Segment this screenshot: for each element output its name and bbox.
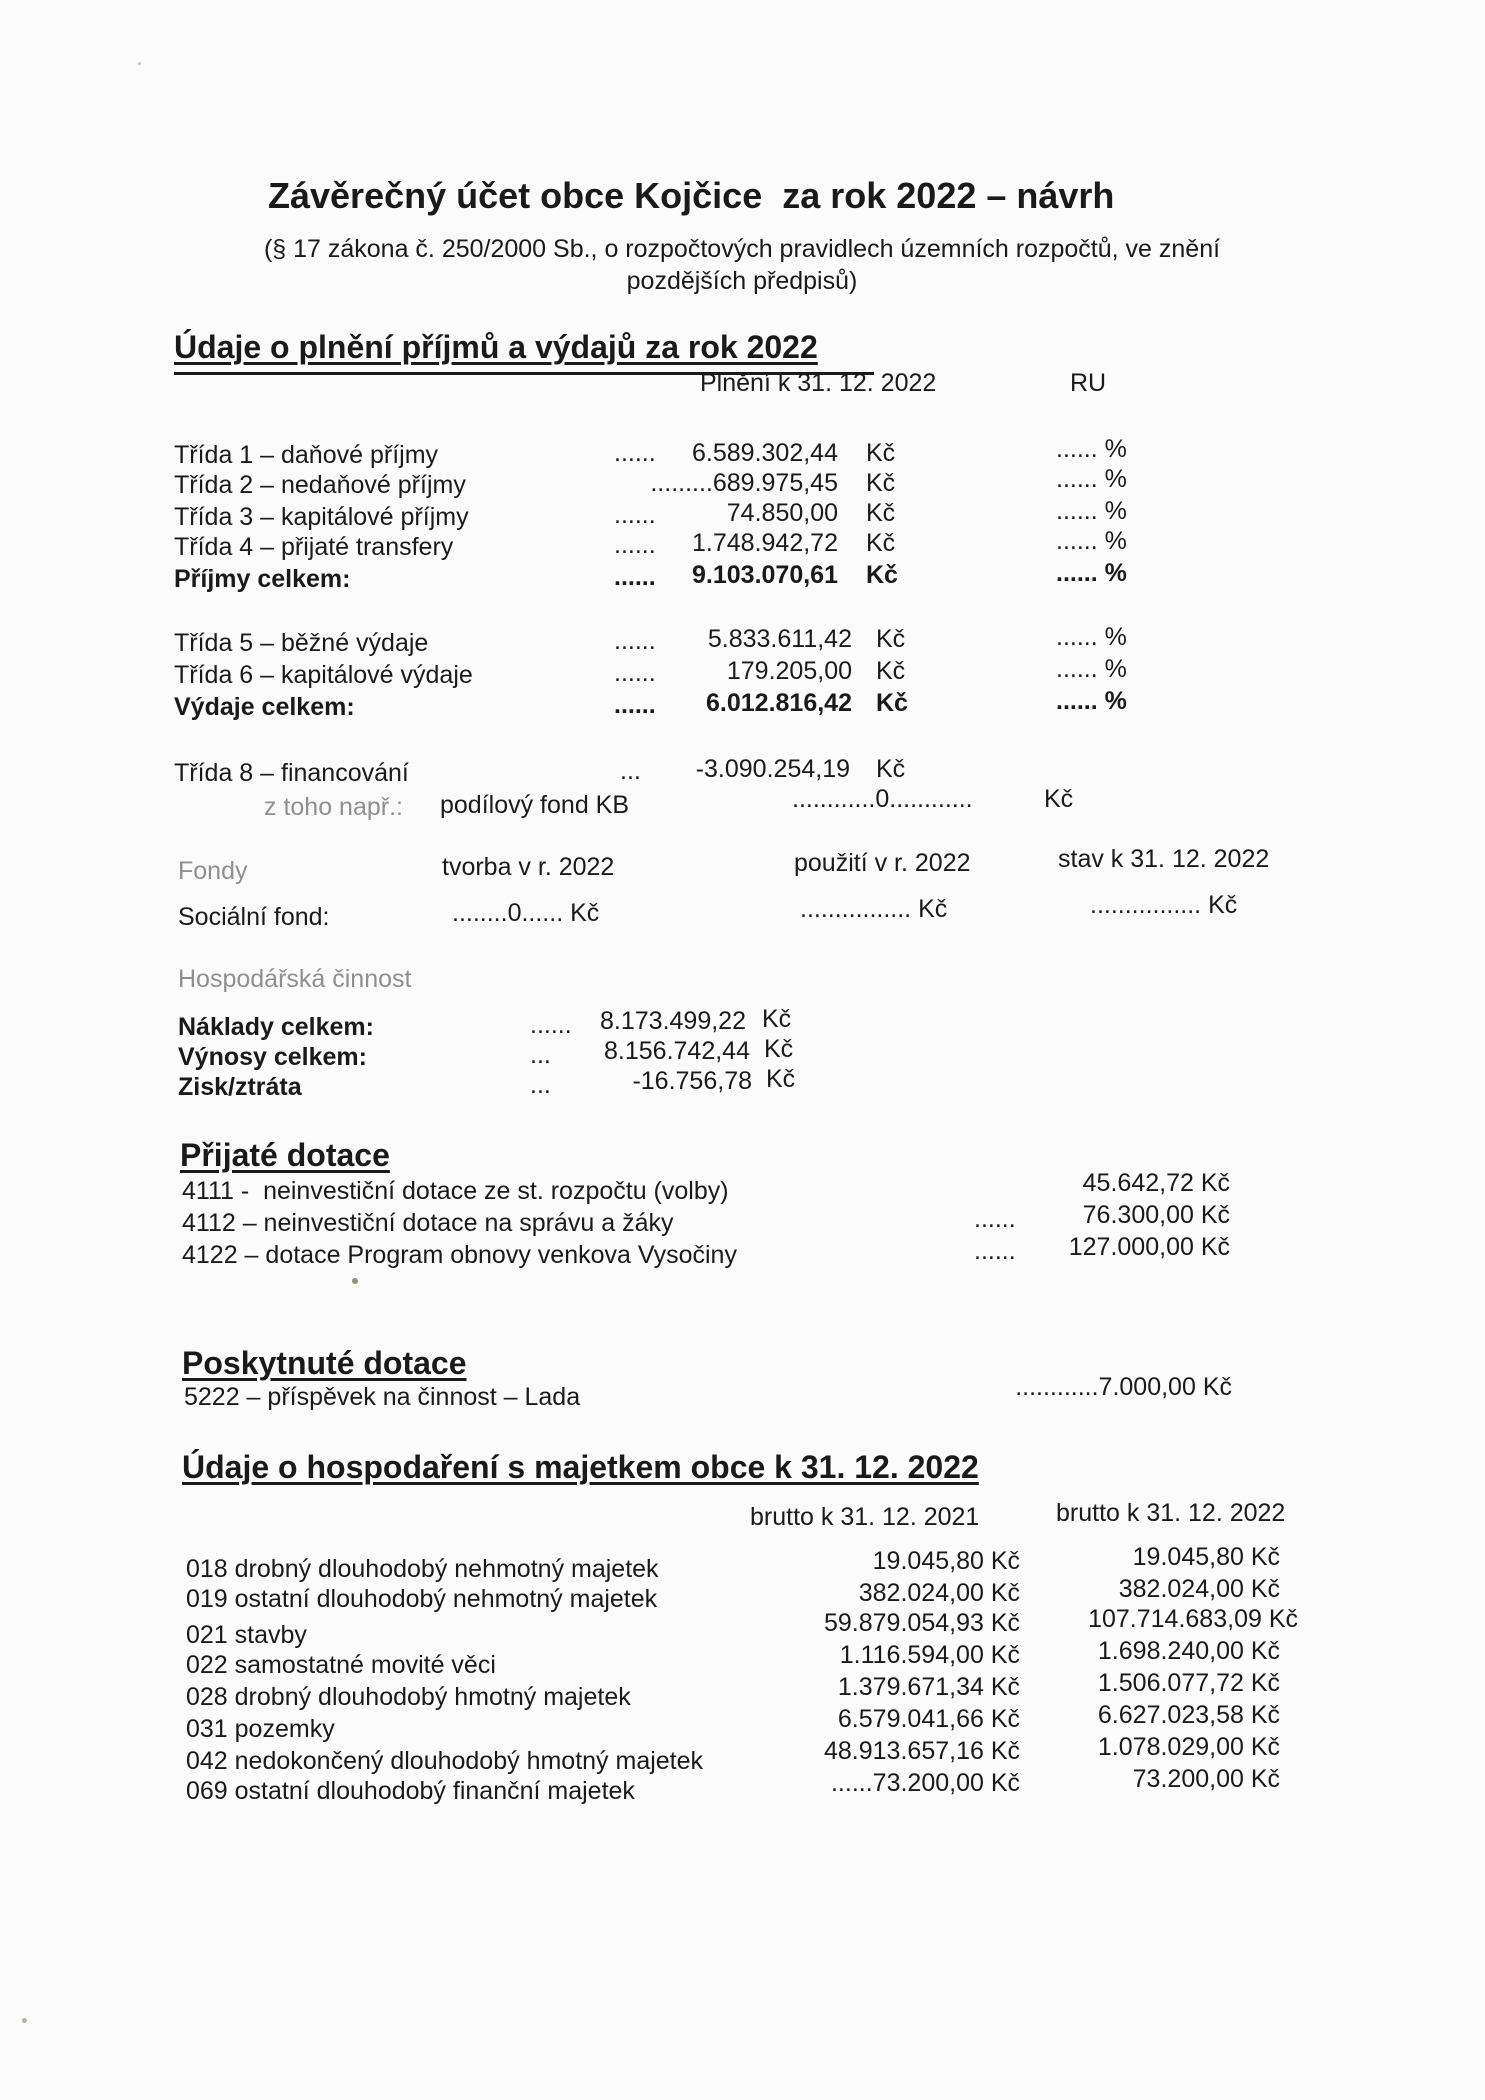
row-value-2021: 1.116.594,00 Kč (839, 1641, 1020, 1669)
row-value-2021: 382.024,00 Kč (858, 1579, 1020, 1607)
scan-speck (352, 1278, 358, 1284)
row-label: Třída 6 – kapitálové výdaje (174, 661, 473, 689)
row-value: 8.173.499,22 (600, 1007, 746, 1035)
row-label: 4111 - neinvestiční dotace ze st. rozpočtu (volby) (182, 1177, 729, 1205)
row-percent: ...... % (1056, 465, 1127, 493)
row-dots: ...... (614, 627, 656, 655)
page-title: Závěrečný účet obce Kojčice za rok 2022 – návrh (268, 175, 1115, 216)
row-value-2021: 6.579.041,66 Kč (837, 1705, 1020, 1733)
row-dots: ...... (614, 439, 656, 467)
row-percent: ...... % (1056, 623, 1127, 651)
row-label: Třída 3 – kapitálové příjmy (174, 503, 469, 531)
row-value: 8.156.742,44 (604, 1037, 750, 1065)
row-dots: ...... (614, 531, 656, 559)
ztoho-unit: Kč (1044, 785, 1074, 813)
row-label: 028 drobný dlouhodobý hmotný majetek (186, 1683, 631, 1711)
row-unit: Kč (876, 625, 906, 653)
row-value-2022: 382.024,00 Kč (1118, 1575, 1280, 1603)
poskytnute-row-value: ............7.000,00 Kč (1015, 1373, 1232, 1401)
row-label: Výnosy celkem: (178, 1043, 367, 1071)
poskytnute-dotace-heading: Poskytnuté dotace (182, 1345, 467, 1381)
row-label: 069 ostatní dlouhodobý finanční majetek (186, 1777, 635, 1805)
row-percent: ...... % (1056, 435, 1127, 463)
fondy-col-tvorba: tvorba v r. 2022 (442, 853, 615, 881)
row-label: 4122 – dotace Program obnovy venkova Vysočiny (182, 1241, 737, 1269)
plneni-heading: Údaje o plnění příjmů a výdajů za rok 2022 (174, 329, 818, 365)
row-unit: Kč (876, 657, 906, 685)
row-unit: Kč (866, 529, 896, 557)
row-label: Třída 8 – financování (174, 759, 409, 787)
row-value-2022: 6.627.023,58 Kč (1097, 1701, 1280, 1729)
row-label: Třída 4 – přijaté transfery (174, 533, 454, 561)
majetek-col-2021: brutto k 31. 12. 2021 (750, 1503, 980, 1531)
row-dots: ...... (974, 1205, 1016, 1233)
row-percent: ...... % (1056, 497, 1127, 525)
majetek-col-2022: brutto k 31. 12. 2022 (1056, 1499, 1286, 1527)
row-unit: Kč (764, 1035, 794, 1063)
scan-speck (138, 62, 141, 65)
row-value: 6.589.302,44 (692, 439, 838, 467)
row-value: -16.756,78 (632, 1067, 752, 1095)
row-percent: ...... % (1056, 655, 1127, 683)
row-dots: ...... (530, 1011, 572, 1039)
row-dots: ...... (614, 691, 656, 719)
row-unit: Kč (762, 1005, 792, 1033)
row-value: 127.000,00 Kč (1068, 1233, 1230, 1261)
row-label: Třída 1 – daňové příjmy (174, 441, 439, 469)
row-label: Náklady celkem: (178, 1013, 374, 1041)
row-percent: ...... % (1056, 527, 1127, 555)
fondy-col-pouziti: použití v r. 2022 (794, 849, 971, 877)
row-value-2022: 19.045,80 Kč (1132, 1543, 1280, 1571)
row-value: 179.205,00 (726, 657, 852, 685)
row-label: 042 nedokončený dlouhodobý hmotný majetek (186, 1747, 704, 1775)
row-label: Příjmy celkem: (174, 565, 351, 593)
row-dots: ...... (614, 501, 656, 529)
row-value: 6.012.816,42 (706, 689, 852, 717)
plneni-column-header: Plnění k 31. 12. 2022 (700, 369, 937, 397)
socialni-fond-tvorba: ........0...... Kč (452, 899, 600, 927)
row-unit: Kč (876, 689, 908, 717)
subtitle-line-1: (§ 17 zákona č. 250/2000 Sb., o rozpočtových pravidlech územních rozpočtů, ve znění (263, 235, 1221, 263)
row-value-2021: 48.913.657,16 Kč (824, 1737, 1020, 1765)
row-percent: ...... % (1056, 687, 1127, 715)
row-dots: ...... (614, 563, 656, 591)
row-value-2022: 107.714.683,09 Kč (1088, 1605, 1298, 1633)
row-value: 1.748.942,72 (692, 529, 838, 557)
row-percent: ...... % (1056, 559, 1127, 587)
row-dots: ... (530, 1071, 551, 1099)
row-value-2022: 73.200,00 Kč (1132, 1765, 1280, 1793)
ztoho-name: podílový fond KB (440, 791, 630, 819)
row-unit: Kč (766, 1065, 796, 1093)
row-value-2022: 1.078.029,00 Kč (1097, 1733, 1280, 1761)
row-dots: ...... (614, 659, 656, 687)
row-label: Třída 5 – běžné výdaje (174, 629, 429, 657)
subtitle-line-2: pozdějších předpisů) (626, 267, 858, 295)
socialni-fond-pouziti: ................ Kč (800, 895, 948, 923)
fondy-label: Fondy (178, 857, 248, 885)
poskytnute-row-label: 5222 – příspěvek na činnost – Lada (184, 1383, 581, 1411)
row-value: 45.642,72 Kč (1082, 1169, 1230, 1197)
scan-speck (22, 2018, 27, 2023)
row-dots: ... (530, 1041, 551, 1069)
row-label: 4112 – neinvestiční dotace na správu a žáky (182, 1209, 674, 1237)
row-value-2021: 19.045,80 Kč (872, 1547, 1020, 1575)
row-label: 019 ostatní dlouhodobý nehmotný majetek (186, 1585, 658, 1613)
row-value: -3.090.254,19 (695, 755, 850, 783)
row-value: 76.300,00 Kč (1082, 1201, 1230, 1229)
row-value-2021: 59.879.054,93 Kč (824, 1609, 1020, 1637)
row-label: 031 pozemky (186, 1715, 335, 1743)
prijate-dotace-heading: Přijaté dotace (180, 1137, 390, 1173)
row-value: .........689.975,45 (650, 469, 838, 497)
row-value: 5.833.611,42 (707, 625, 852, 653)
row-unit: Kč (866, 469, 896, 497)
row-unit: Kč (866, 561, 898, 589)
row-label: 021 stavby (186, 1621, 307, 1649)
row-value: 9.103.070,61 (692, 561, 838, 589)
row-value-2021: ......73.200,00 Kč (830, 1769, 1020, 1797)
hospodarska-label: Hospodářská činnost (178, 965, 412, 993)
socialni-fond-stav: ................ Kč (1090, 891, 1238, 919)
ru-column-header: RU (1070, 369, 1107, 397)
row-label: 018 drobný dlouhodobý nehmotný majetek (186, 1555, 659, 1583)
row-dots: ...... (974, 1237, 1016, 1265)
row-label: Výdaje celkem: (174, 693, 355, 721)
ztoho-value: ............0............ (792, 785, 973, 813)
row-value: 74.850,00 (726, 499, 838, 527)
row-unit: Kč (876, 755, 906, 783)
row-value-2021: 1.379.671,34 Kč (837, 1673, 1020, 1701)
fondy-col-stav: stav k 31. 12. 2022 (1058, 845, 1270, 873)
ztoho-label: z toho např.: (264, 793, 403, 821)
row-value-2022: 1.506.077,72 Kč (1097, 1669, 1280, 1697)
socialni-fond-label: Sociální fond: (178, 903, 330, 931)
row-label: Třída 2 – nedaňové příjmy (174, 471, 466, 499)
row-label: Zisk/ztráta (178, 1073, 302, 1101)
row-unit: Kč (866, 439, 896, 467)
row-dots: ... (620, 757, 641, 785)
row-label: 022 samostatné movité věci (186, 1651, 496, 1679)
majetek-heading: Údaje o hospodaření s majetkem obce k 31. 12. 2022 (182, 1449, 979, 1485)
row-value-2022: 1.698.240,00 Kč (1097, 1637, 1280, 1665)
row-unit: Kč (866, 499, 896, 527)
